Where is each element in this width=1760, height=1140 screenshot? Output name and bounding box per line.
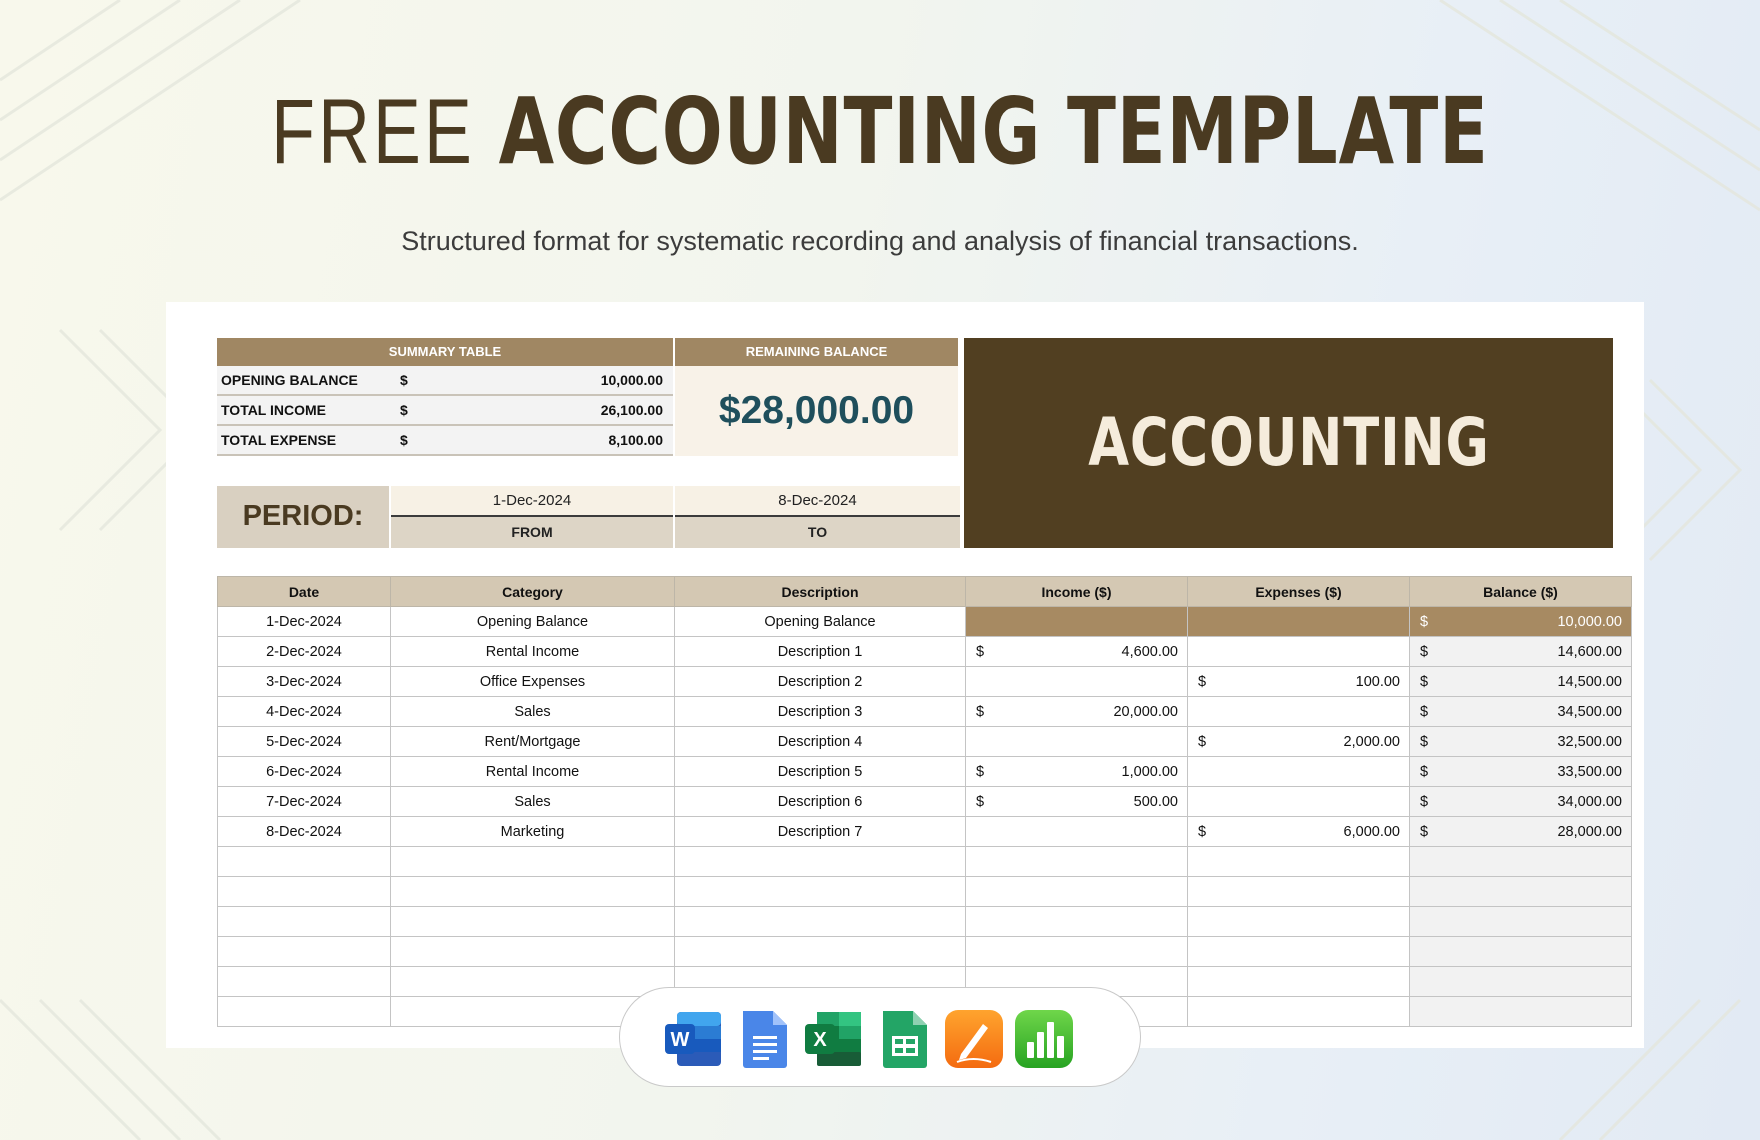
date-cell[interactable]: 4-Dec-2024 <box>218 697 391 727</box>
balance-cell[interactable] <box>1410 607 1632 637</box>
cell-value: 10,000.00 <box>1557 613 1622 630</box>
summary-label: OPENING BALANCE <box>221 372 358 388</box>
description-cell[interactable] <box>675 907 966 937</box>
ledger-body <box>218 607 1632 1027</box>
column-header-income[interactable]: Income ($) <box>966 577 1188 607</box>
google-sheets-icon[interactable] <box>873 1008 935 1070</box>
cell-value: 1,000.00 <box>1121 763 1178 780</box>
cell-value: 2,000.00 <box>1343 733 1400 750</box>
empty-row <box>218 877 1632 907</box>
summary-currency: $ <box>400 372 408 388</box>
category-cell[interactable]: Rent/Mortgage <box>391 727 675 757</box>
remaining-balance-header: REMAINING BALANCE <box>675 338 958 366</box>
date-cell[interactable]: 5-Dec-2024 <box>218 727 391 757</box>
expense-cell[interactable] <box>1188 817 1410 847</box>
ledger-table <box>217 576 1632 1027</box>
description-cell[interactable]: Opening Balance <box>675 607 966 637</box>
currency-symbol: $ <box>1420 733 1429 750</box>
currency-symbol: $ <box>1420 673 1429 690</box>
column-header-category[interactable]: Category <box>391 577 675 607</box>
currency-symbol: $ <box>1198 673 1207 690</box>
cell-value: 34,500.00 <box>1557 703 1622 720</box>
expense-cell[interactable] <box>1188 757 1410 787</box>
category-cell[interactable] <box>391 937 675 967</box>
description-cell[interactable]: Description 1 <box>675 637 966 667</box>
date-cell[interactable]: 3-Dec-2024 <box>218 667 391 697</box>
date-cell[interactable]: 7-Dec-2024 <box>218 787 391 817</box>
income-cell[interactable] <box>966 727 1188 757</box>
expense-cell[interactable] <box>1188 727 1410 757</box>
summary-value: 10,000.00 <box>600 372 663 388</box>
summary-row-opening <box>217 366 673 396</box>
income-cell[interactable] <box>966 757 1188 787</box>
balance-cell[interactable] <box>1410 937 1632 967</box>
date-cell[interactable]: 8-Dec-2024 <box>218 817 391 847</box>
period-from-date[interactable]: 1-Dec-2024 <box>391 486 673 517</box>
description-cell[interactable] <box>675 877 966 907</box>
column-header-balance[interactable]: Balance ($) <box>1410 577 1632 607</box>
description-cell[interactable]: Description 2 <box>675 667 966 697</box>
accounting-banner <box>964 338 1613 548</box>
title-free: FREE <box>271 81 476 183</box>
empty-row <box>218 847 1632 877</box>
description-cell[interactable]: Description 7 <box>675 817 966 847</box>
description-cell[interactable]: Description 6 <box>675 787 966 817</box>
word-letter: W <box>670 1029 690 1051</box>
summary-value: 26,100.00 <box>600 402 663 418</box>
table-row <box>218 697 1632 727</box>
cell-value: 33,500.00 <box>1557 763 1622 780</box>
cell-value: 32,500.00 <box>1557 733 1622 750</box>
summary-currency: $ <box>400 432 408 448</box>
balance-cell[interactable] <box>1410 817 1632 847</box>
income-cell[interactable] <box>966 817 1188 847</box>
income-cell[interactable] <box>966 787 1188 817</box>
description-cell[interactable] <box>675 847 966 877</box>
date-cell[interactable] <box>218 877 391 907</box>
category-cell[interactable]: Rental Income <box>391 637 675 667</box>
category-cell[interactable]: Office Expenses <box>391 667 675 697</box>
table-row <box>218 667 1632 697</box>
description-cell[interactable]: Description 3 <box>675 697 966 727</box>
column-header-description[interactable]: Description <box>675 577 966 607</box>
expense-cell[interactable] <box>1188 667 1410 697</box>
category-cell[interactable]: Sales <box>391 787 675 817</box>
balance-cell[interactable] <box>1410 637 1632 667</box>
income-cell[interactable] <box>966 667 1188 697</box>
balance-cell[interactable] <box>1410 997 1632 1027</box>
currency-symbol: $ <box>1420 703 1429 720</box>
table-row <box>218 637 1632 667</box>
date-cell[interactable] <box>218 907 391 937</box>
category-cell[interactable] <box>391 877 675 907</box>
date-cell[interactable] <box>218 997 391 1027</box>
income-cell[interactable] <box>966 907 1188 937</box>
summary-label: TOTAL INCOME <box>221 402 326 418</box>
period-to-label: TO <box>675 517 960 548</box>
column-header-expenses[interactable]: Expenses ($) <box>1188 577 1410 607</box>
category-cell[interactable] <box>391 967 675 997</box>
balance-cell[interactable] <box>1410 877 1632 907</box>
income-cell[interactable] <box>966 637 1188 667</box>
ledger-header-row <box>218 577 1632 607</box>
income-cell[interactable] <box>966 877 1188 907</box>
template-preview-card <box>166 302 1644 1048</box>
period-label: PERIOD: <box>217 486 389 548</box>
excel-icon[interactable] <box>803 1008 865 1070</box>
category-cell[interactable]: Sales <box>391 697 675 727</box>
numbers-icon[interactable] <box>1013 1008 1075 1070</box>
table-row <box>218 817 1632 847</box>
currency-symbol: $ <box>976 793 985 810</box>
column-header-date[interactable]: Date <box>218 577 391 607</box>
balance-cell[interactable] <box>1410 697 1632 727</box>
cell-value: 500.00 <box>1133 793 1178 810</box>
category-cell[interactable]: Rental Income <box>391 757 675 787</box>
cell-value: 14,500.00 <box>1557 673 1622 690</box>
summary-row-income <box>217 396 673 426</box>
income-cell[interactable] <box>966 847 1188 877</box>
currency-symbol: $ <box>1198 823 1207 840</box>
date-cell[interactable]: 2-Dec-2024 <box>218 637 391 667</box>
expense-cell[interactable] <box>1188 907 1410 937</box>
balance-cell[interactable] <box>1410 967 1632 997</box>
page-title <box>194 78 1567 185</box>
description-cell[interactable] <box>675 937 966 967</box>
expense-cell[interactable] <box>1188 937 1410 967</box>
page-subtitle: Structured format for systematic recording and analysis of financial transactions. <box>401 226 1359 256</box>
expense-cell[interactable] <box>1188 997 1410 1027</box>
expense-cell[interactable] <box>1188 697 1410 727</box>
balance-cell[interactable] <box>1410 787 1632 817</box>
balance-cell[interactable] <box>1410 847 1632 877</box>
date-cell[interactable]: 1-Dec-2024 <box>218 607 391 637</box>
currency-symbol: $ <box>1420 793 1429 810</box>
description-cell[interactable]: Description 5 <box>675 757 966 787</box>
empty-row <box>218 907 1632 937</box>
period-to-date[interactable]: 8-Dec-2024 <box>675 486 960 517</box>
summary-currency: $ <box>400 402 408 418</box>
description-cell[interactable]: Description 4 <box>675 727 966 757</box>
currency-symbol: $ <box>976 763 985 780</box>
cell-value: 6,000.00 <box>1343 823 1400 840</box>
expense-cell[interactable] <box>1188 607 1410 637</box>
balance-cell[interactable] <box>1410 727 1632 757</box>
summary-value: 8,100.00 <box>608 432 663 448</box>
cell-value: 100.00 <box>1355 673 1400 690</box>
balance-cell[interactable] <box>1410 907 1632 937</box>
table-row <box>218 757 1632 787</box>
cell-value: 4,600.00 <box>1121 643 1178 660</box>
expense-cell[interactable] <box>1188 967 1410 997</box>
table-row <box>218 727 1632 757</box>
balance-cell[interactable] <box>1410 667 1632 697</box>
expense-cell[interactable] <box>1188 637 1410 667</box>
currency-symbol: $ <box>1420 763 1429 780</box>
currency-symbol: $ <box>1420 613 1429 630</box>
currency-symbol: $ <box>1420 823 1429 840</box>
title-main: ACCOUNTING TEMPLATE <box>498 78 1489 185</box>
date-cell[interactable] <box>218 937 391 967</box>
expense-cell[interactable] <box>1188 787 1410 817</box>
table-row <box>218 607 1632 637</box>
balance-cell[interactable] <box>1410 757 1632 787</box>
date-cell[interactable]: 6-Dec-2024 <box>218 757 391 787</box>
app-compatibility-bar <box>619 987 1141 1087</box>
expense-cell[interactable] <box>1188 877 1410 907</box>
currency-symbol: $ <box>976 643 985 660</box>
excel-letter: X <box>813 1029 827 1051</box>
currency-symbol: $ <box>1420 643 1429 660</box>
summary-table-header: SUMMARY TABLE <box>217 338 673 366</box>
word-icon[interactable] <box>663 1008 725 1070</box>
period-from-label: FROM <box>391 517 673 548</box>
currency-symbol: $ <box>1198 733 1207 750</box>
cell-value: 34,000.00 <box>1557 793 1622 810</box>
cell-value: 14,600.00 <box>1557 643 1622 660</box>
date-cell[interactable] <box>218 967 391 997</box>
expense-cell[interactable] <box>1188 847 1410 877</box>
date-cell[interactable] <box>218 847 391 877</box>
cell-value: 20,000.00 <box>1113 703 1178 720</box>
category-cell[interactable]: Opening Balance <box>391 607 675 637</box>
category-cell[interactable] <box>391 907 675 937</box>
category-cell[interactable]: Marketing <box>391 817 675 847</box>
accounting-banner-title: ACCOUNTING <box>1087 404 1490 481</box>
cell-value: 28,000.00 <box>1557 823 1622 840</box>
remaining-balance-value: $28,000.00 <box>675 366 958 456</box>
category-cell[interactable] <box>391 847 675 877</box>
income-cell[interactable] <box>966 937 1188 967</box>
table-row <box>218 787 1632 817</box>
empty-row <box>218 937 1632 967</box>
summary-label: TOTAL EXPENSE <box>221 432 337 448</box>
summary-row-expense <box>217 426 673 456</box>
currency-symbol: $ <box>976 703 985 720</box>
income-cell[interactable] <box>966 607 1188 637</box>
google-docs-icon[interactable] <box>733 1008 795 1070</box>
pages-icon[interactable] <box>943 1008 1005 1070</box>
income-cell[interactable] <box>966 697 1188 727</box>
